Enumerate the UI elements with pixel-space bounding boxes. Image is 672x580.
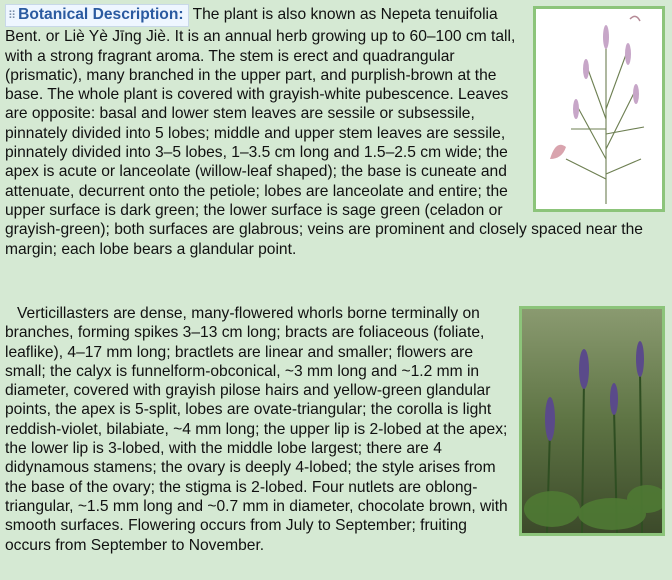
drag-handle-icon: ⠿	[8, 10, 17, 22]
paragraph-1-text: The plant is also known as Nepeta tenuifolia Bent. or Liè Yè Jīng Jiè. It is an annual herb growing up to 60–100 cm tall, with a strong fragrant aroma. The stem is erect and quadrangular (prismatic), many branched in the upper part, and purplish-brown at the base. The whole plant is covered with grayish-white pubescence. Leaves are opposite: basal and lower stem leaves are sessile or subsessile, pinnately divided into 5 lobes; middle and upper stem leaves are sessile, pinnately divided into 3–5 lobes, 1–3.5 cm long and 1.5–2.5 cm wide; the apex is acute or lanceolate (willow-leaf shaped); the base is cuneate and attenuate, decurrent onto the petiole; lobes are lanceolate and entire; the upper surface is dark green; the lower surface is sage green (celadon or grayish-green); both surfaces are glabrous; veins are prominent and closely spaced near the margin; each lobe bears a glandular point.	[5, 6, 643, 258]
paragraph-2	[5, 304, 665, 555]
field-photo-image	[519, 306, 665, 536]
paragraph-2-text: Verticillasters are dense, many-flowered whorls borne terminally on branches, forming spikes 3–13 cm long; bracts are foliaceous (foliate, leaflike), 4–17 mm long; bractlets are linear and smaller; flowers are small; the calyx is funnelform-obconical, ~3 mm long and ~1.2 mm in diameter, covered with grayish pilose hairs and yellow-green glandular points, the apex is 5-split, lobes are ovate-triangular; the corolla is light reddish-violet, bilabiate, ~4 mm long; the upper lip is 2-lobed at the apex; the lower lip is 3-lobed, with the middle lobe largest; there are 4 didynamous stamens; the ovary is deeply 4-lobed; the style arises from the base of the ovary; the stigma is 2-lobed. Four nutlets are oblong-triangular, ~1.5 mm long and ~0.7 mm in diameter, chocolate brown, with smooth surfaces. Flowering occurs from July to September; fruiting occurs from September to November.	[5, 305, 508, 554]
botanical-illustration-image	[533, 6, 665, 212]
section-heading: ⠿ Botanical Description:	[5, 4, 189, 27]
paragraph-1	[5, 4, 665, 259]
field-photo-icon	[522, 309, 662, 533]
botanical-illustration-icon	[536, 9, 662, 209]
